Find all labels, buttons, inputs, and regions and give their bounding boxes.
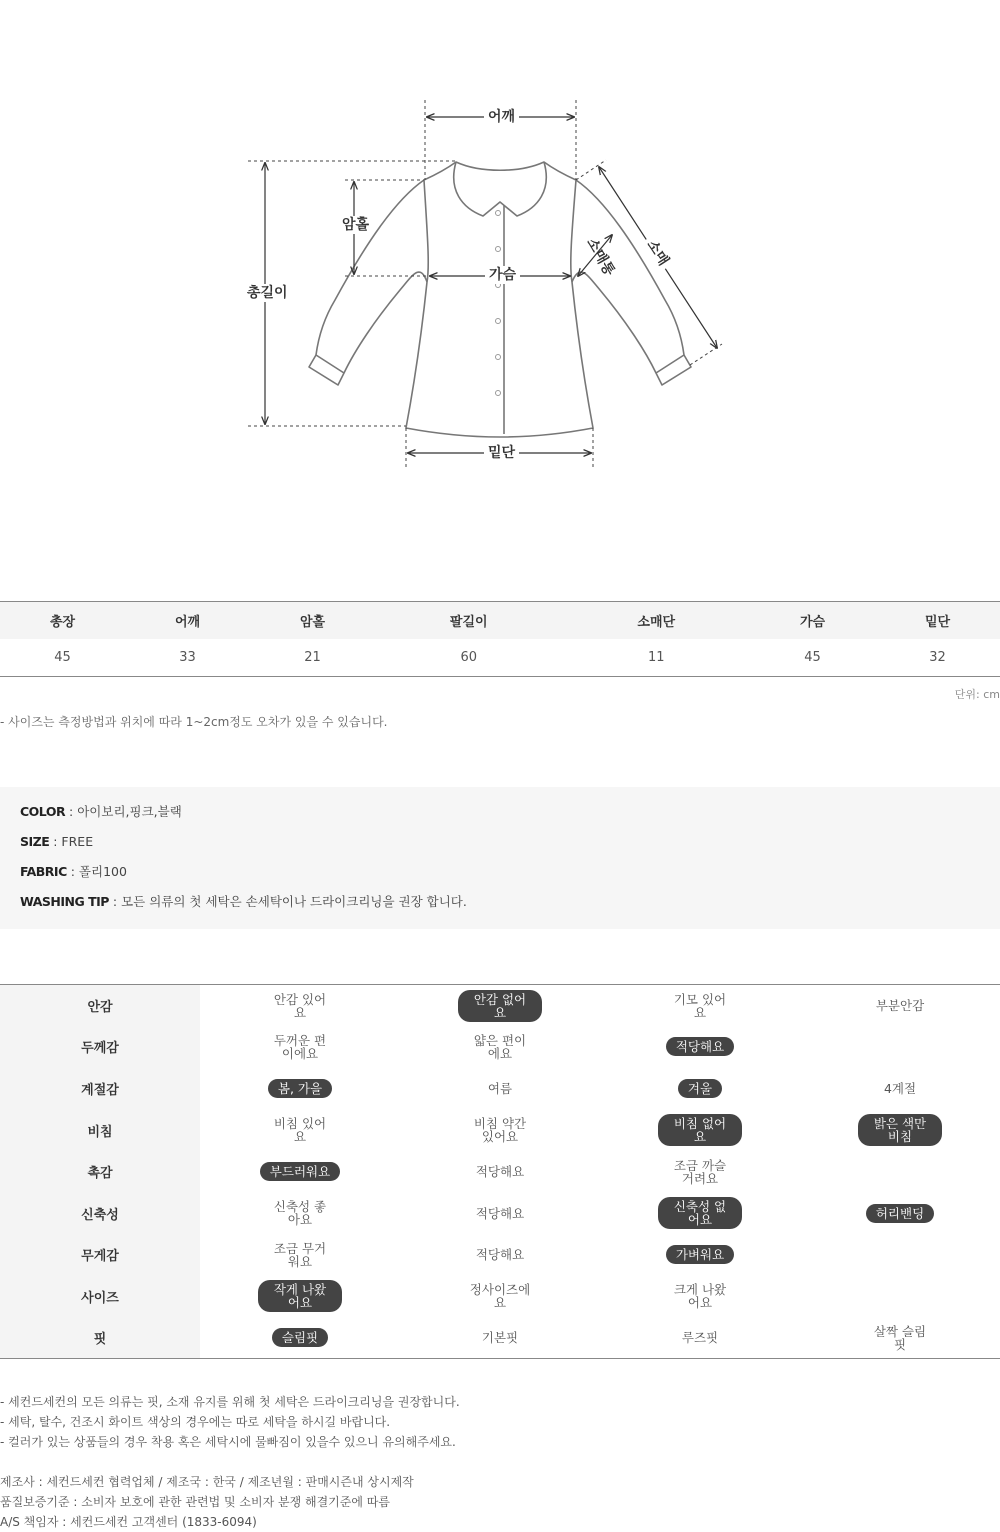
label-total-length: 총길이 [243,284,292,302]
size-header: 소매단 [563,602,751,639]
blouse-outline [309,162,691,437]
property-row [0,1192,1000,1234]
property-category: 비침 [0,1109,200,1151]
property-option-selected: 가벼워요 [666,1245,734,1264]
size-value: 32 [929,649,946,665]
info-washing-value: : 모든 의류의 첫 세탁은 손세탁이나 드라이크리닝을 권장 합니다. [108,894,467,909]
property-option-cell [600,1234,800,1276]
property-row [0,1151,1000,1193]
property-option-cell [400,1276,600,1318]
property-option-selected: 부드러워요 [260,1162,340,1181]
label-sleeve-width: 소매통 [583,235,618,279]
property-option-selected: 신축성 없어요 [658,1197,742,1229]
property-row [0,1109,1000,1151]
property-option: 안감 있어요 [273,991,327,1020]
label-armhole: 암홀 [338,216,373,234]
property-category: 핏 [0,1317,200,1359]
guide-lines [248,100,722,468]
property-option: 기본핏 [481,1330,519,1346]
property-option: 비침 약간 있어요 [473,1116,527,1145]
size-header: 암홀 [250,602,375,639]
property-option-cell [400,1026,600,1068]
property-option-cell [800,1026,1000,1068]
property-option: 4계절 [883,1080,917,1096]
size-error-note: - 사이즈는 측정방법과 위치에 따라 1~2cm정도 오차가 있을 수 있습니다. [0,715,388,729]
property-category: 안감 [0,985,200,1027]
property-option: 적당해요 [475,1164,525,1180]
size-header: 가슴 [750,602,875,639]
property-category: 계절감 [0,1068,200,1110]
property-option-cell [800,1068,1000,1110]
property-option-cell [200,1192,400,1234]
property-option-cell [800,1317,1000,1359]
property-category: 촉감 [0,1151,200,1193]
property-option-cell [200,1151,400,1193]
size-header: 총장 [0,602,125,639]
info-size-value: : FREE [49,834,94,849]
property-option-selected: 허리밴딩 [866,1204,934,1223]
property-option: 크게 나왔어요 [673,1282,727,1311]
property-option-cell [800,1234,1000,1276]
size-value: 45 [54,649,71,665]
size-header: 어깨 [125,602,250,639]
property-option: 적당해요 [475,1247,525,1263]
size-table [0,601,1000,677]
property-option-cell [600,1026,800,1068]
property-option-cell [800,1192,1000,1234]
property-option-cell [600,1151,800,1193]
property-option: 정사이즈에요 [469,1282,531,1311]
property-option-cell [200,1026,400,1068]
property-option: 적당해요 [475,1205,525,1221]
property-option: 루즈핏 [681,1330,719,1346]
property-option: 조금 무거워요 [273,1240,327,1269]
property-option-cell [800,1109,1000,1151]
property-option: 부분안감 [875,998,925,1014]
info-washing-label: WASHING TIP [20,894,109,909]
property-option-cell [400,985,600,1027]
property-option-cell [600,1317,800,1359]
property-option-cell [800,985,1000,1027]
property-option: 얇은 편이에요 [473,1032,527,1061]
product-properties-table [0,984,1000,1359]
property-option-cell [200,1234,400,1276]
label-hem: 밑단 [484,444,519,462]
property-option: 비침 있어요 [273,1116,327,1145]
measurement-diagram [0,0,1000,560]
property-option-selected: 적당해요 [666,1037,734,1056]
property-option-cell [200,1317,400,1359]
size-header-row [0,602,1000,639]
property-option-cell [200,1109,400,1151]
info-fabric [20,864,980,894]
size-value: 33 [179,649,196,665]
care-note: - 컬러가 있는 상품들의 경우 착용 혹은 세탁시에 물빠짐이 있을수 있으니 유의해주세요. [0,1435,456,1449]
property-option-selected: 슬림핏 [272,1328,328,1347]
property-row [0,1068,1000,1110]
company-info: 품질보증기준 : 소비자 보호에 관한 관련법 및 소비자 분쟁 해결기준에 따름 [0,1495,390,1509]
size-value: 60 [460,649,478,665]
property-option: 신축성 좋아요 [273,1199,327,1228]
size-header: 팔길이 [375,602,563,639]
property-option: 살짝 슬림핏 [873,1323,927,1352]
property-option-cell [400,1109,600,1151]
size-value: 21 [304,649,321,665]
property-row [0,1026,1000,1068]
property-option-selected: 비침 없어요 [658,1114,742,1146]
property-option-cell [200,1276,400,1318]
property-option: 조금 까슬거려요 [673,1157,727,1186]
company-info: A/S 책임자 : 세컨드세컨 고객센터 (1833-6094) [0,1515,257,1529]
care-note: - 세탁, 탈수, 건조시 화이트 색상의 경우에는 따로 세탁을 하시길 바랍니다. [0,1415,391,1429]
property-option: 여름 [487,1080,513,1096]
property-row [0,1317,1000,1359]
info-color-value: : 아이보리,핑크,블랙 [65,804,182,819]
label-chest: 가슴 [485,266,520,284]
property-option: 두꺼운 편이에요 [273,1032,327,1061]
property-option-cell [400,1192,600,1234]
property-option-cell [400,1234,600,1276]
company-info: 제조사 : 세컨드세컨 협력업체 / 제조국 : 한국 / 제조년월 : 판매시즌내 상시제작 [0,1475,414,1489]
label-sleeve: 소매 [640,233,674,272]
property-option-cell [400,1317,600,1359]
measure-arrows [265,117,717,453]
care-note: - 세컨드세컨의 모든 의류는 핏, 소재 유지를 위해 첫 세탁은 드라이크리닝을 권장합니다. [0,1395,460,1409]
property-row [0,985,1000,1027]
property-option-cell [400,1068,600,1110]
size-value: 45 [804,649,821,665]
property-option-cell [400,1151,600,1193]
property-row [0,1276,1000,1318]
property-option-cell [600,1109,800,1151]
label-shoulder: 어깨 [484,108,519,126]
info-fabric-label: FABRIC [20,864,67,879]
info-washing [20,894,980,924]
info-color [20,804,980,834]
property-option-cell [800,1151,1000,1193]
property-category: 신축성 [0,1192,200,1234]
info-size [20,834,980,864]
property-option-cell [200,1068,400,1110]
property-category: 사이즈 [0,1276,200,1318]
size-value-row [0,639,1000,677]
buttons [496,211,501,396]
size-value: 11 [647,649,665,665]
property-option-cell [600,1192,800,1234]
info-size-label: SIZE [20,834,50,849]
property-option-cell [600,1068,800,1110]
property-option-selected: 밝은 색만 비침 [858,1114,942,1146]
property-category: 무게감 [0,1234,200,1276]
size-header: 밑단 [875,602,1000,639]
unit-note: 단위: cm [954,688,1000,701]
property-option-selected: 봄, 가을 [268,1079,332,1098]
property-row [0,1234,1000,1276]
info-color-label: COLOR [20,804,66,819]
property-option-selected: 안감 없어요 [458,990,542,1022]
property-option-cell [600,985,800,1027]
property-option: 기모 있어요 [673,991,727,1020]
property-option-cell [800,1276,1000,1318]
product-info-box [0,787,1000,929]
property-option-cell [600,1276,800,1318]
property-option-cell [200,985,400,1027]
property-option-selected: 겨울 [678,1079,722,1098]
property-option-selected: 작게 나왔어요 [258,1280,342,1312]
info-fabric-value: : 폴리100 [66,864,127,879]
property-category: 두께감 [0,1026,200,1068]
